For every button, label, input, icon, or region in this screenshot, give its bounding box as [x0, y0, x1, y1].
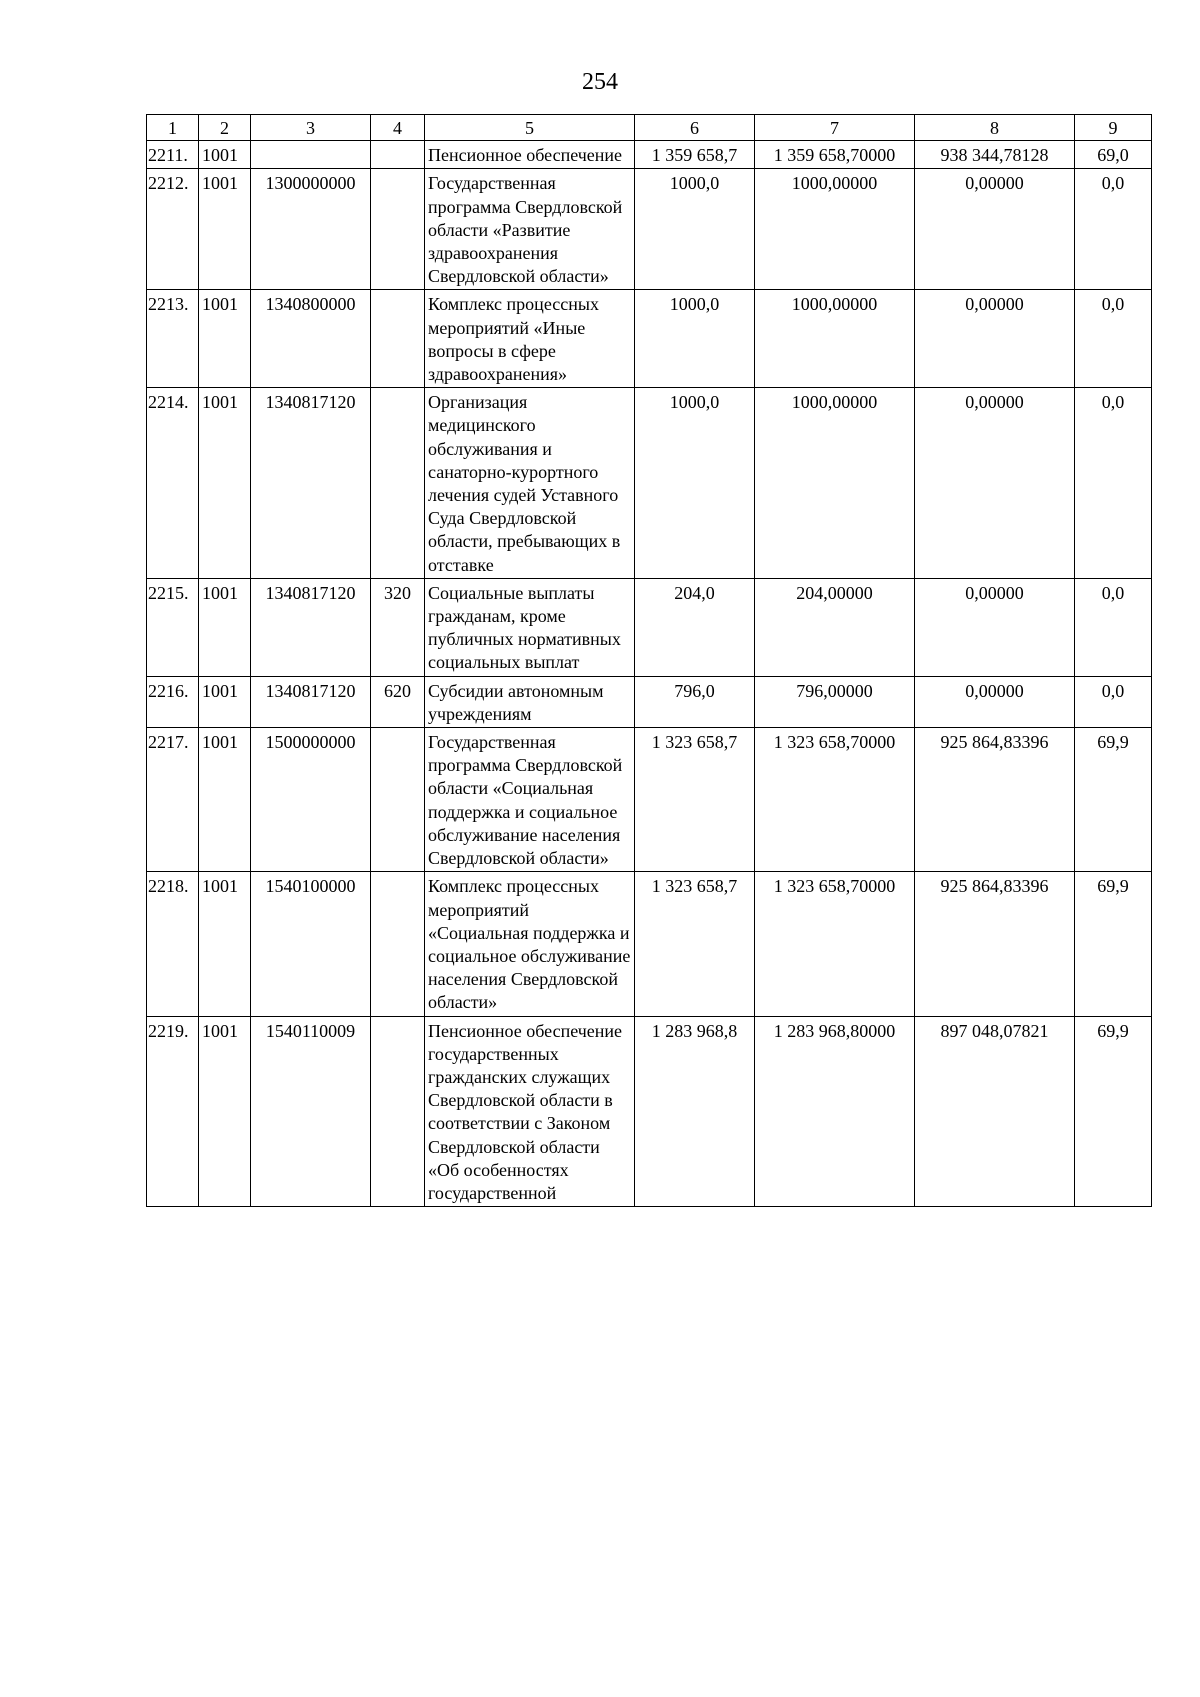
- section-code: 1001: [199, 728, 251, 872]
- budget-table: [146, 114, 1152, 1207]
- executed-amount: 938 344,78128: [915, 141, 1075, 169]
- refined-amount: 204,00000: [755, 578, 915, 676]
- item-name: Государственная программа Свердловской области «Развитие здравоохранения Свердловской области»: [425, 169, 635, 290]
- item-name: Пенсионное обеспечение государственных гражданских служащих Свердловской области в соответствии с Законом Свердловской области «Об особенностях государственной: [425, 1016, 635, 1207]
- item-name: Комплекс процессных мероприятий «Иные вопросы в сфере здравоохранения»: [425, 290, 635, 388]
- table-header-row: [147, 115, 1152, 141]
- execution-percent: 69,9: [1075, 872, 1152, 1016]
- column-header-6: 6: [635, 115, 755, 141]
- execution-percent: 69,0: [1075, 141, 1152, 169]
- target-code: [251, 141, 371, 169]
- executed-amount: 925 864,83396: [915, 872, 1075, 1016]
- executed-amount: 897 048,07821: [915, 1016, 1075, 1207]
- table-row: [147, 141, 1152, 169]
- column-header-3: 3: [251, 115, 371, 141]
- target-code: 1500000000: [251, 728, 371, 872]
- row-number: 2219.: [147, 1016, 199, 1207]
- expense-type: 320: [371, 578, 425, 676]
- plan-amount: 1 323 658,7: [635, 872, 755, 1016]
- expense-type: [371, 290, 425, 388]
- column-header-7: 7: [755, 115, 915, 141]
- refined-amount: 1 323 658,70000: [755, 728, 915, 872]
- execution-percent: 69,9: [1075, 1016, 1152, 1207]
- execution-percent: 0,0: [1075, 169, 1152, 290]
- refined-amount: 796,00000: [755, 676, 915, 727]
- execution-percent: 69,9: [1075, 728, 1152, 872]
- expense-type: [371, 169, 425, 290]
- refined-amount: 1000,00000: [755, 290, 915, 388]
- item-name: Комплекс процессных мероприятий «Социальная поддержка и социальное обслуживание населения Свердловской области»: [425, 872, 635, 1016]
- expense-type: [371, 141, 425, 169]
- table-row: [147, 169, 1152, 290]
- table-row: [147, 872, 1152, 1016]
- row-number: 2212.: [147, 169, 199, 290]
- column-header-2: 2: [199, 115, 251, 141]
- table-row: [147, 728, 1152, 872]
- executed-amount: 925 864,83396: [915, 728, 1075, 872]
- plan-amount: 1 283 968,8: [635, 1016, 755, 1207]
- section-code: 1001: [199, 872, 251, 1016]
- plan-amount: 1000,0: [635, 388, 755, 579]
- item-name: Организация медицинского обслуживания и санаторно-курортного лечения судей Уставного Суда Свердловской области, пребывающих в отставке: [425, 388, 635, 579]
- execution-percent: 0,0: [1075, 388, 1152, 579]
- row-number: 2214.: [147, 388, 199, 579]
- column-header-1: 1: [147, 115, 199, 141]
- table-row: [147, 290, 1152, 388]
- table-row: [147, 676, 1152, 727]
- target-code: 1340817120: [251, 578, 371, 676]
- target-code: 1300000000: [251, 169, 371, 290]
- expense-type: [371, 388, 425, 579]
- page-number: 254: [582, 69, 618, 95]
- table-row: [147, 1016, 1152, 1207]
- expense-type: [371, 1016, 425, 1207]
- column-header-5: 5: [425, 115, 635, 141]
- item-name: Социальные выплаты гражданам, кроме публичных нормативных социальных выплат: [425, 578, 635, 676]
- expense-type: [371, 872, 425, 1016]
- section-code: 1001: [199, 141, 251, 169]
- section-code: 1001: [199, 169, 251, 290]
- plan-amount: 1 323 658,7: [635, 728, 755, 872]
- plan-amount: 1000,0: [635, 290, 755, 388]
- row-number: 2216.: [147, 676, 199, 727]
- execution-percent: 0,0: [1075, 578, 1152, 676]
- column-header-9: 9: [1075, 115, 1152, 141]
- section-code: 1001: [199, 290, 251, 388]
- executed-amount: 0,00000: [915, 676, 1075, 727]
- column-header-4: 4: [371, 115, 425, 141]
- table-row: [147, 578, 1152, 676]
- plan-amount: 796,0: [635, 676, 755, 727]
- target-code: 1540110009: [251, 1016, 371, 1207]
- refined-amount: 1 359 658,70000: [755, 141, 915, 169]
- row-number: 2213.: [147, 290, 199, 388]
- target-code: 1340817120: [251, 676, 371, 727]
- section-code: 1001: [199, 676, 251, 727]
- section-code: 1001: [199, 388, 251, 579]
- column-header-8: 8: [915, 115, 1075, 141]
- row-number: 2218.: [147, 872, 199, 1016]
- executed-amount: 0,00000: [915, 169, 1075, 290]
- row-number: 2217.: [147, 728, 199, 872]
- expense-type: 620: [371, 676, 425, 727]
- row-number: 2215.: [147, 578, 199, 676]
- item-name: Государственная программа Свердловской области «Социальная поддержка и социальное обслуживание населения Свердловской области»: [425, 728, 635, 872]
- target-code: 1540100000: [251, 872, 371, 1016]
- refined-amount: 1 323 658,70000: [755, 872, 915, 1016]
- executed-amount: 0,00000: [915, 578, 1075, 676]
- refined-amount: 1000,00000: [755, 169, 915, 290]
- refined-amount: 1000,00000: [755, 388, 915, 579]
- execution-percent: 0,0: [1075, 290, 1152, 388]
- table-row: [147, 388, 1152, 579]
- item-name: Субсидии автономным учреждениям: [425, 676, 635, 727]
- plan-amount: 1 359 658,7: [635, 141, 755, 169]
- target-code: 1340817120: [251, 388, 371, 579]
- item-name: Пенсионное обеспечение: [425, 141, 635, 169]
- target-code: 1340800000: [251, 290, 371, 388]
- row-number: 2211.: [147, 141, 199, 169]
- expense-type: [371, 728, 425, 872]
- section-code: 1001: [199, 1016, 251, 1207]
- execution-percent: 0,0: [1075, 676, 1152, 727]
- executed-amount: 0,00000: [915, 290, 1075, 388]
- refined-amount: 1 283 968,80000: [755, 1016, 915, 1207]
- executed-amount: 0,00000: [915, 388, 1075, 579]
- plan-amount: 1000,0: [635, 169, 755, 290]
- section-code: 1001: [199, 578, 251, 676]
- plan-amount: 204,0: [635, 578, 755, 676]
